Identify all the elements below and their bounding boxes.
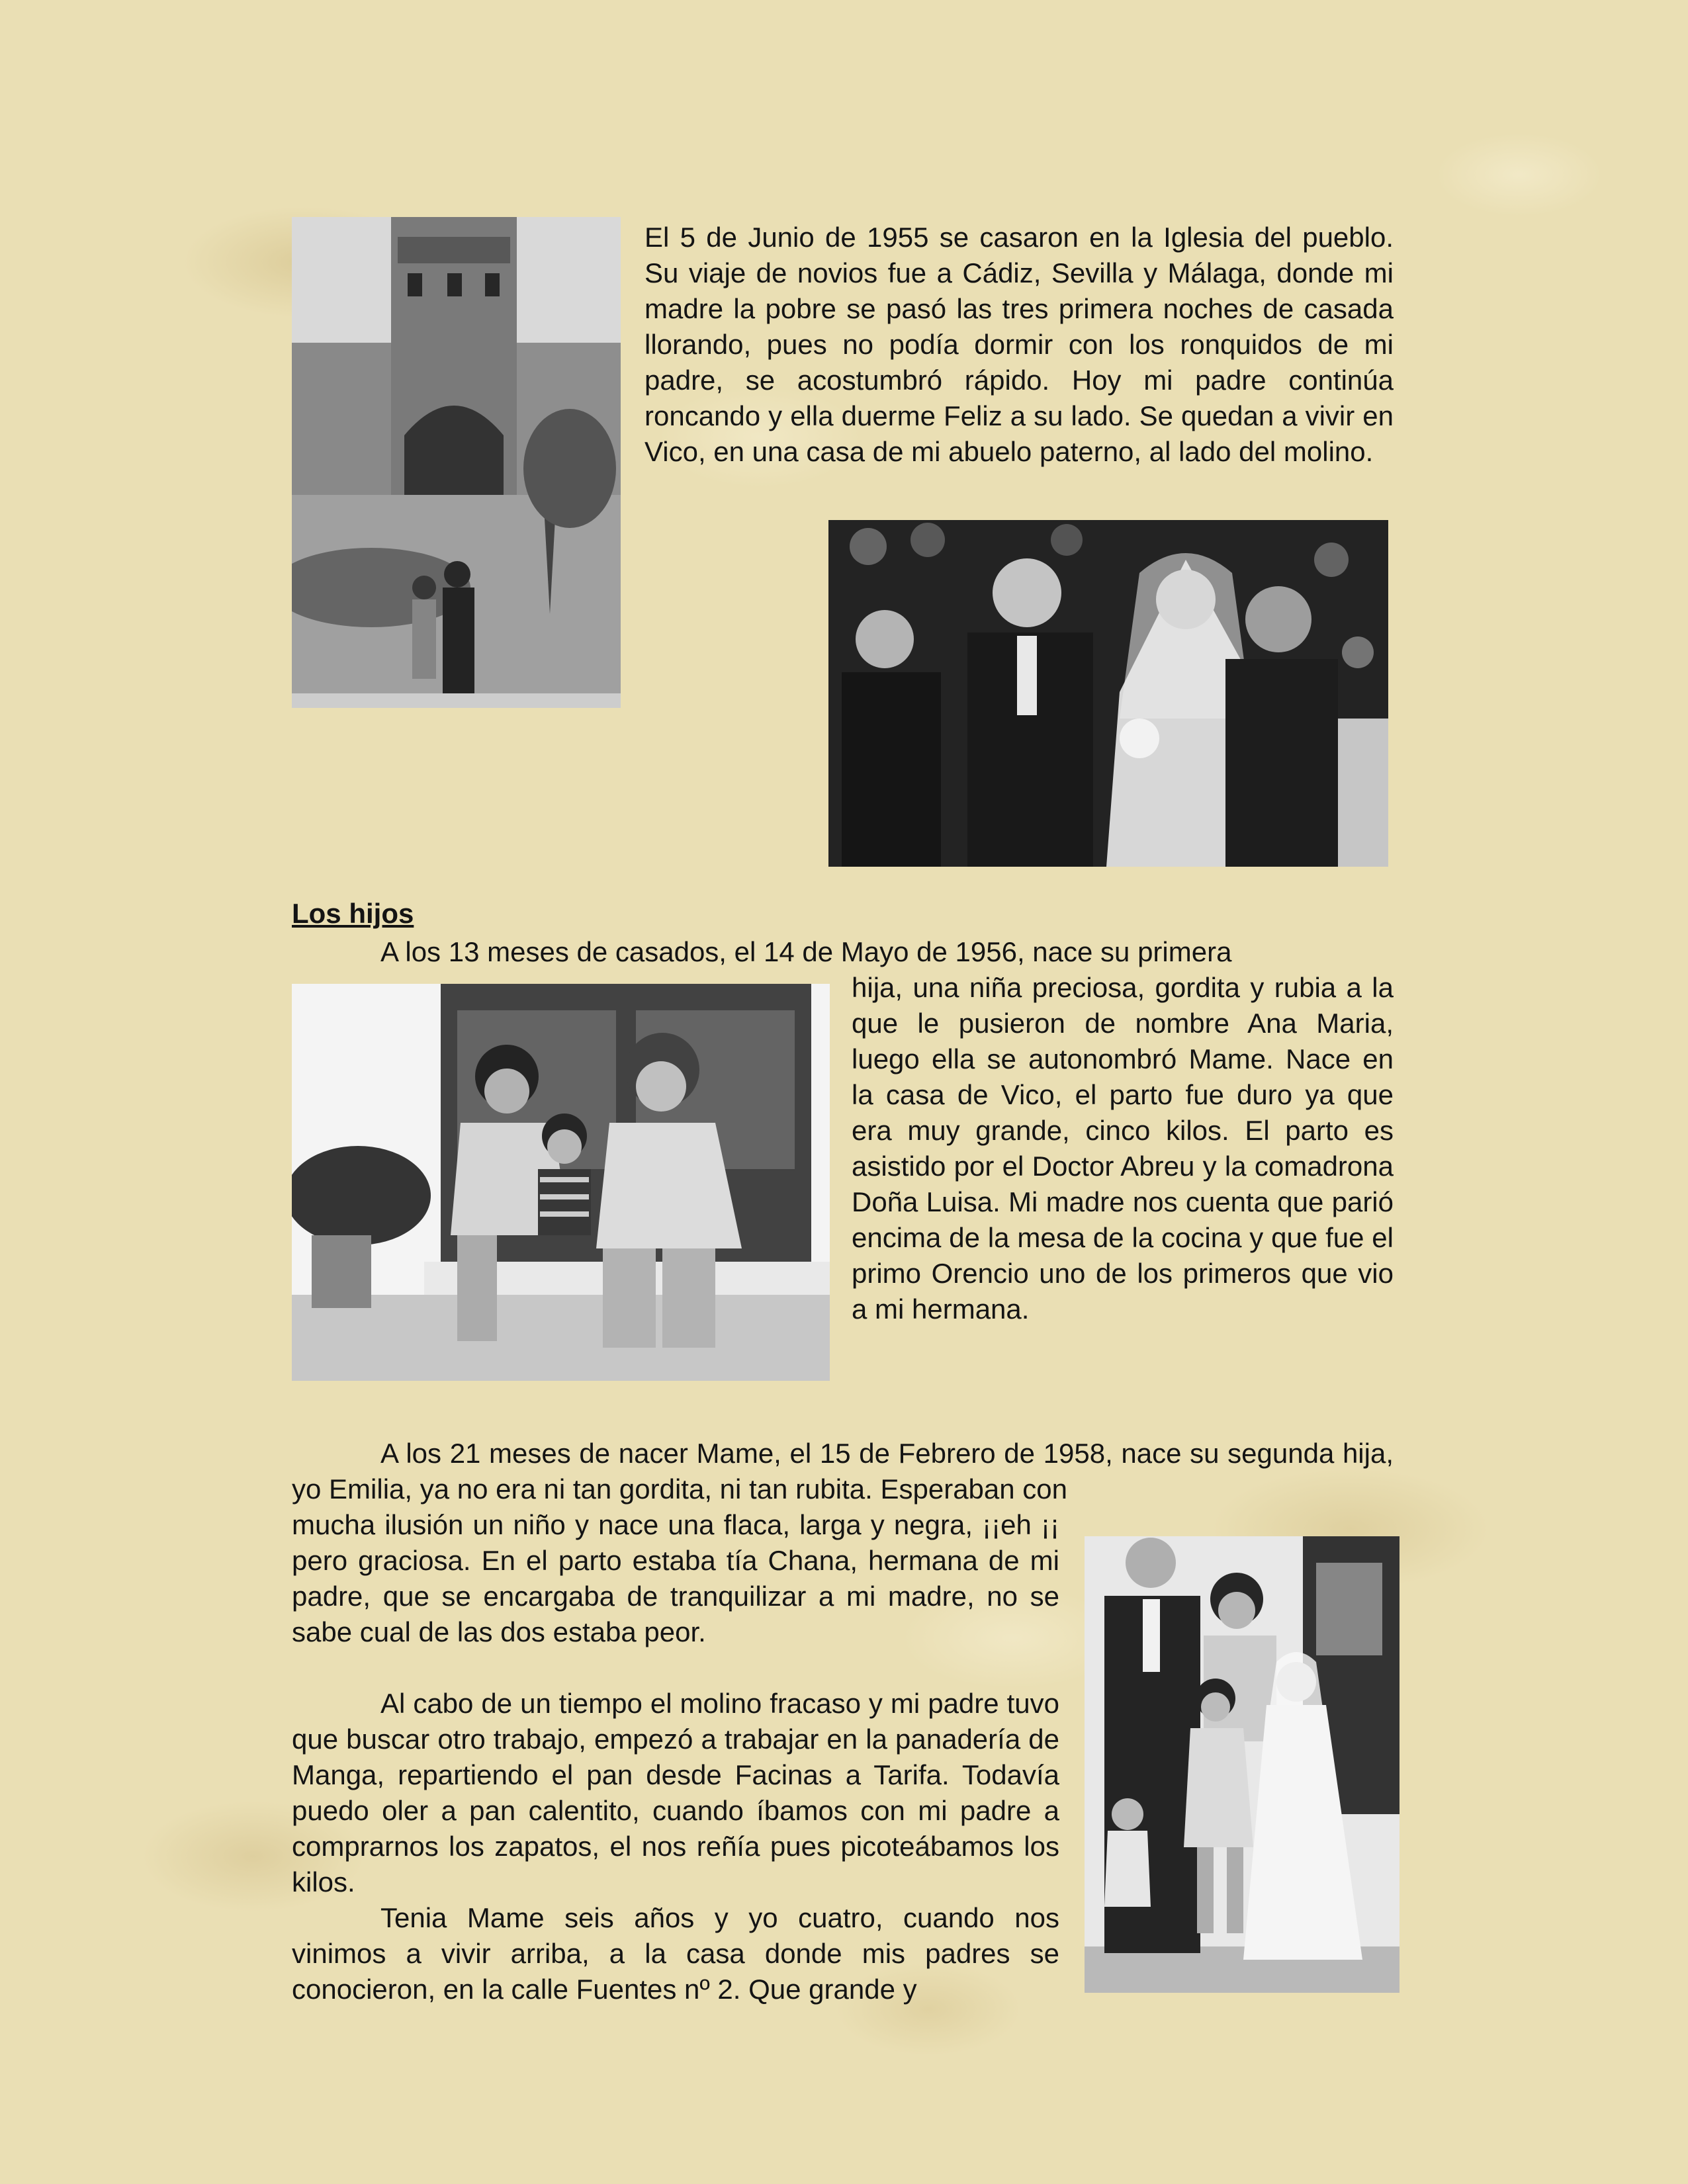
intro-paragraph: El 5 de Junio de 1955 se casaron en la Iglesia del pueblo. Su viaje de novios fue a Cádiz, Sevilla y Málaga, donde mi madre la pobre se pasó las tres primera noches de casada llorando, pues no podía dormir con los ronquidos de mi padre, se acostumbró rápido. Hoy mi padre continúa roncando y ella duerme Feliz a su lado. Se quedan a vivir en Vico, en una casa de mi abuelo paterno, al lado del molino. xyxy=(644,222,1394,467)
second-child-paragraph-cont: mucha ilusión un niño y nace una flaca, larga y negra, ¡¡eh ¡¡ pero graciosa. En el parto estaba tía Chana, hermana de mi padre, que se encargaba de tranquilizar a mi madre, no se sabe cual de las dos estaba peor. xyxy=(292,1509,1059,1647)
third-paragraph: Al cabo de un tiempo el molino fracaso y mi padre tuvo que buscar otro trabajo, empezó a trabajar en la panadería de Manga, repartiendo el pan desde Facinas a Tarifa. Todavía puedo oler a pan calentito, cuando íbamos con mi padre a comprarnos los zapatos, el nos reñía pues picoteábamos los kilos. xyxy=(292,1688,1059,1898)
fourth-paragraph: Tenia Mame seis años y yo cuatro, cuando nos vinimos a vivir arriba, a la casa donde mis padres se conocieron, en la calle Fuentes nº 2. Que grande y xyxy=(292,1902,1059,2005)
photo-wedding-ceremony xyxy=(828,520,1388,867)
photo-couple-tower xyxy=(292,217,621,708)
photo-children-doorstep xyxy=(292,984,830,1381)
second-child-paragraph-full: A los 21 meses de nacer Mame, el 15 de Febrero de 1958, nace su segunda hija, yo Emilia, ya no era ni tan gordita, ni tan rubita. Esperaban con xyxy=(292,1438,1394,1505)
section-heading: Los hijos xyxy=(292,898,414,929)
photo-family-communion xyxy=(1085,1536,1399,1993)
first-child-intro-line: A los 13 meses de casados, el 14 de Mayo de 1956, nace su primera xyxy=(380,936,1232,967)
first-child-paragraph: hija, una niña preciosa, gordita y rubia a la que le pusieron de nombre Ana Maria, luego ella se autonombró Mame. Nace en la casa de Vico, el parto fue duro ya que era muy grande, cinco kilos. El parto es asistido por el Doctor Abreu y la comadrona Doña Luisa. Mi madre nos cuenta que parió encima de la mesa de la cocina y que fue el primo Orencio uno de los primeros que vio a mi hermana. xyxy=(852,972,1394,1325)
